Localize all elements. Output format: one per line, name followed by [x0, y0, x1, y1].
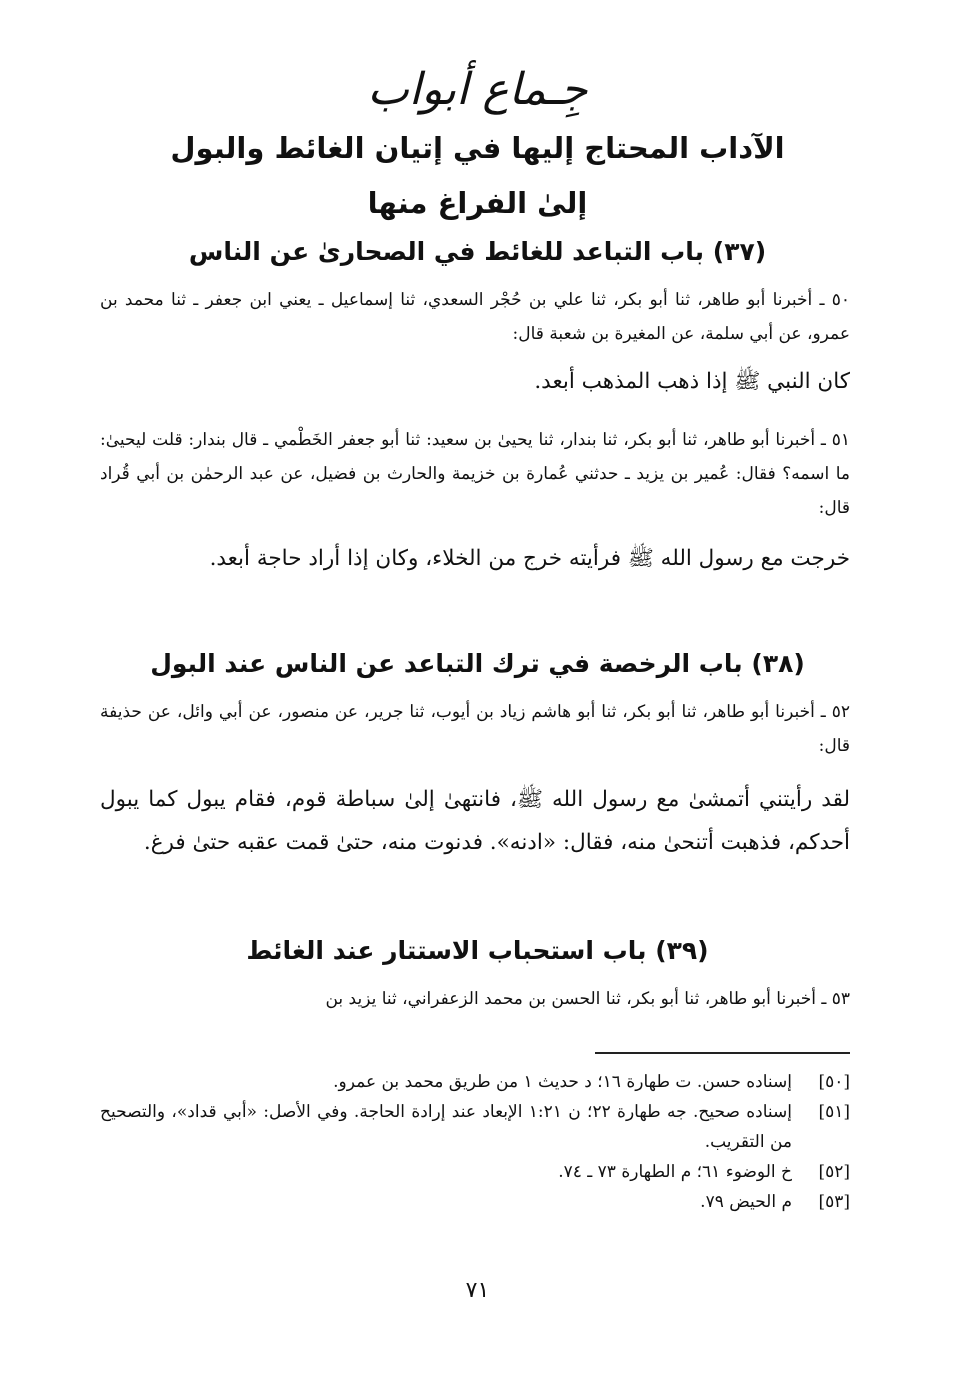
- footnote-number: [٥٢]: [818, 1162, 850, 1182]
- footnote-text: إسناده صحيح. جه طهارة ٢٢؛ ن ١:٢١ الإبعاد عند إرادة الحاجة. وفي الأصل: «أبي قداد»، والتصحيح من التقريب.: [100, 1102, 792, 1152]
- footnote-text: م الحيض ٧٩.: [700, 1192, 792, 1212]
- footnote-divider: [595, 1052, 850, 1054]
- chapter-heading-37: (٣٧) باب التباعد للغائط في الصحارىٰ عن الناس: [188, 237, 767, 266]
- footnote-number: [٥٣]: [818, 1192, 850, 1212]
- page-number: ٧١: [465, 1278, 490, 1303]
- hadith-50-matn: كان النبي ﷺ إذا ذهب المذهب أبعد.: [534, 369, 850, 394]
- footnote-text: خ الوضوء ٦١؛ م الطهارة ٧٣ ـ ٧٤.: [558, 1162, 792, 1182]
- hadith-51-matn: خرجت مع رسول الله ﷺ فرأيته خرج من الخلاء، وكان إذا أراد حاجة أبعد.: [209, 546, 850, 571]
- main-title-line-1: الآداب المحتاج إليها في إتيان الغائط والبول: [170, 131, 785, 165]
- hadith-52-matn: لقد رأيتني أتمشىٰ مع رسول الله ﷺ، فانتهىٰ إلىٰ سباطة قوم، فقام يبول كما يبول أحدكم، فذهبت أتنحىٰ منه، فقال: «ادنه». فدنوت منه، حتىٰ قمت عقبه حتىٰ فرغ.: [100, 787, 850, 855]
- footnote-number: [٥٠]: [818, 1072, 850, 1092]
- footnote-number: [٥١]: [818, 1102, 850, 1122]
- hadith-52-isnad: ٥٢ ـ أخبرنا أبو طاهر، ثنا أبو بكر، ثنا أبو هاشم زياد بن أيوب، ثنا جرير، عن منصور، عن أبي وائل، عن حذيفة قال:: [100, 702, 850, 756]
- hadith-51-isnad: ٥١ ـ أخبرنا أبو طاهر، ثنا أبو بكر، ثنا بندار، ثنا يحيىٰ بن سعيد: ثنا أبو جعفر الخَطْمي ـ قال بندار: قلت ليحيىٰ: ما اسمه؟ فقال: عُمير بن يزيد ـ حدثني عُمارة بن خزيمة والحارث بن فضيل، عن عبد الرحمٰن بن أبي قُراد قال:: [100, 430, 850, 518]
- footnote-text: إسناده حسن. ت طهارة ١٦؛ د حديث ١ من طريق محمد بن عمرو.: [333, 1072, 792, 1092]
- footnote-item: [100, 1067, 850, 1097]
- hadith-50-isnad: ٥٠ ـ أخبرنا أبو طاهر، ثنا أبو بكر، ثنا علي بن حُجْر السعدي، ثنا إسماعيل ـ يعني ابن جعفر ـ ثنا محمد بن عمرو، عن أبي سلمة، عن المغيرة بن شعبة قال:: [100, 290, 850, 344]
- footnote-item: [100, 1157, 850, 1187]
- footnote-item: [100, 1097, 850, 1157]
- section-banner: جِـماع أبواب: [367, 64, 588, 115]
- main-title-line-2: إلىٰ الفراغ منها: [367, 186, 588, 220]
- footnotes-list: [100, 1067, 850, 1217]
- chapter-heading-39: (٣٩) باب استحباب الاستتار عند الغائط: [246, 936, 709, 965]
- chapter-heading-38: (٣٨) باب الرخصة في ترك التباعد عن الناس عند البول: [150, 649, 805, 678]
- footnote-item: [100, 1187, 850, 1217]
- hadith-53-isnad: ٥٣ ـ أخبرنا أبو طاهر، ثنا أبو بكر، ثنا الحسن بن محمد الزعفراني، ثنا يزيد بن: [325, 989, 850, 1009]
